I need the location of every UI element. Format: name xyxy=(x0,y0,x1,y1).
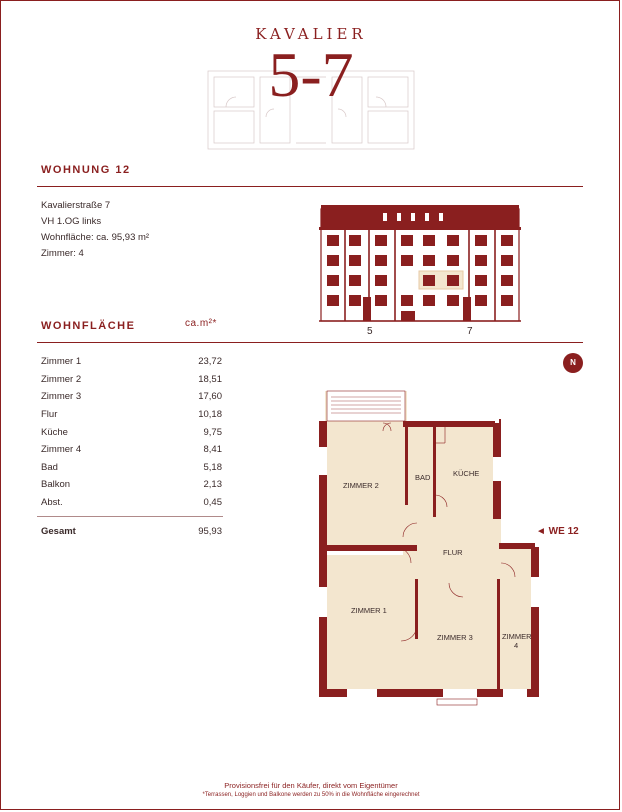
area-row-label: Abst. xyxy=(41,497,63,508)
living-area: Wohnfläche: ca. 95,93 m² xyxy=(41,232,150,243)
room-label-zimmer-4-number: 4 xyxy=(514,641,519,650)
area-row-value: 18,51 xyxy=(198,374,222,385)
area-row-label: Zimmer 4 xyxy=(41,444,82,455)
footer-note: Provisionsfrei für den Käufer, direkt vom Eigentümer xyxy=(224,781,398,790)
room-label-kueche: KÜCHE xyxy=(453,469,480,478)
facade-label-5: 5 xyxy=(367,326,373,337)
area-row-label: Flur xyxy=(41,409,58,420)
area-row-label: Küche xyxy=(41,427,68,438)
room-label-zimmer-4: ZIMMER xyxy=(502,632,532,641)
neighbour-unit-label: ◄ WE 12 xyxy=(536,526,579,537)
room-label-zimmer-2: ZIMMER 2 xyxy=(343,481,379,490)
divider xyxy=(37,516,223,517)
brand-number: 5-7 xyxy=(268,39,354,110)
floor-info: VH 1.OG links xyxy=(41,216,102,227)
area-row xyxy=(41,409,222,423)
facade-drawing xyxy=(319,201,521,325)
room-label-bad: BAD xyxy=(415,473,431,482)
room-count: Zimmer: 4 xyxy=(41,248,84,259)
area-row xyxy=(41,356,222,370)
brand-name: KAVALIER xyxy=(255,25,367,43)
area-row-value: 2,13 xyxy=(203,479,222,490)
area-row xyxy=(41,479,222,493)
room-label-zimmer-3: ZIMMER 3 xyxy=(437,633,473,642)
area-row-value: 17,60 xyxy=(198,391,222,402)
area-row-label: Zimmer 2 xyxy=(41,374,82,385)
compass-icon: N xyxy=(563,353,583,373)
area-row-value: 5,18 xyxy=(203,462,222,473)
area-row-label: Bad xyxy=(41,462,58,473)
area-total-value: 95,93 xyxy=(198,526,222,537)
address: Kavalierstraße 7 xyxy=(41,200,111,211)
area-row xyxy=(41,374,222,388)
room-label-flur: FLUR xyxy=(443,548,463,557)
room-label-zimmer-1: ZIMMER 1 xyxy=(351,606,387,615)
area-row-label: Zimmer 1 xyxy=(41,356,82,367)
area-total-row xyxy=(41,526,222,540)
area-row-value: 8,41 xyxy=(203,444,222,455)
area-row xyxy=(41,462,222,476)
area-total-label: Gesamt xyxy=(41,526,76,537)
divider xyxy=(37,342,583,343)
area-row xyxy=(41,444,222,458)
area-row-value: 10,18 xyxy=(198,409,222,420)
area-row xyxy=(41,391,222,405)
area-row xyxy=(41,427,222,441)
area-row-value: 23,72 xyxy=(198,356,222,367)
area-table-title: WOHNFLÄCHE xyxy=(41,320,136,332)
area-row-value: 0,45 xyxy=(203,497,222,508)
unit-title: WOHNUNG 12 xyxy=(41,164,131,176)
area-row-label: Balkon xyxy=(41,479,71,490)
area-row xyxy=(41,497,222,511)
area-unit: ca.m²* xyxy=(185,318,217,329)
divider xyxy=(37,186,583,187)
facade-label-7: 7 xyxy=(467,326,473,337)
floorplan-drawing xyxy=(317,387,547,707)
footer-footnote: *Terrassen, Loggien und Balkone werden zu 50% in die Wohnfläche eingerechnet xyxy=(202,792,420,798)
area-row-label: Zimmer 3 xyxy=(41,391,82,402)
area-row-value: 9,75 xyxy=(203,427,222,438)
